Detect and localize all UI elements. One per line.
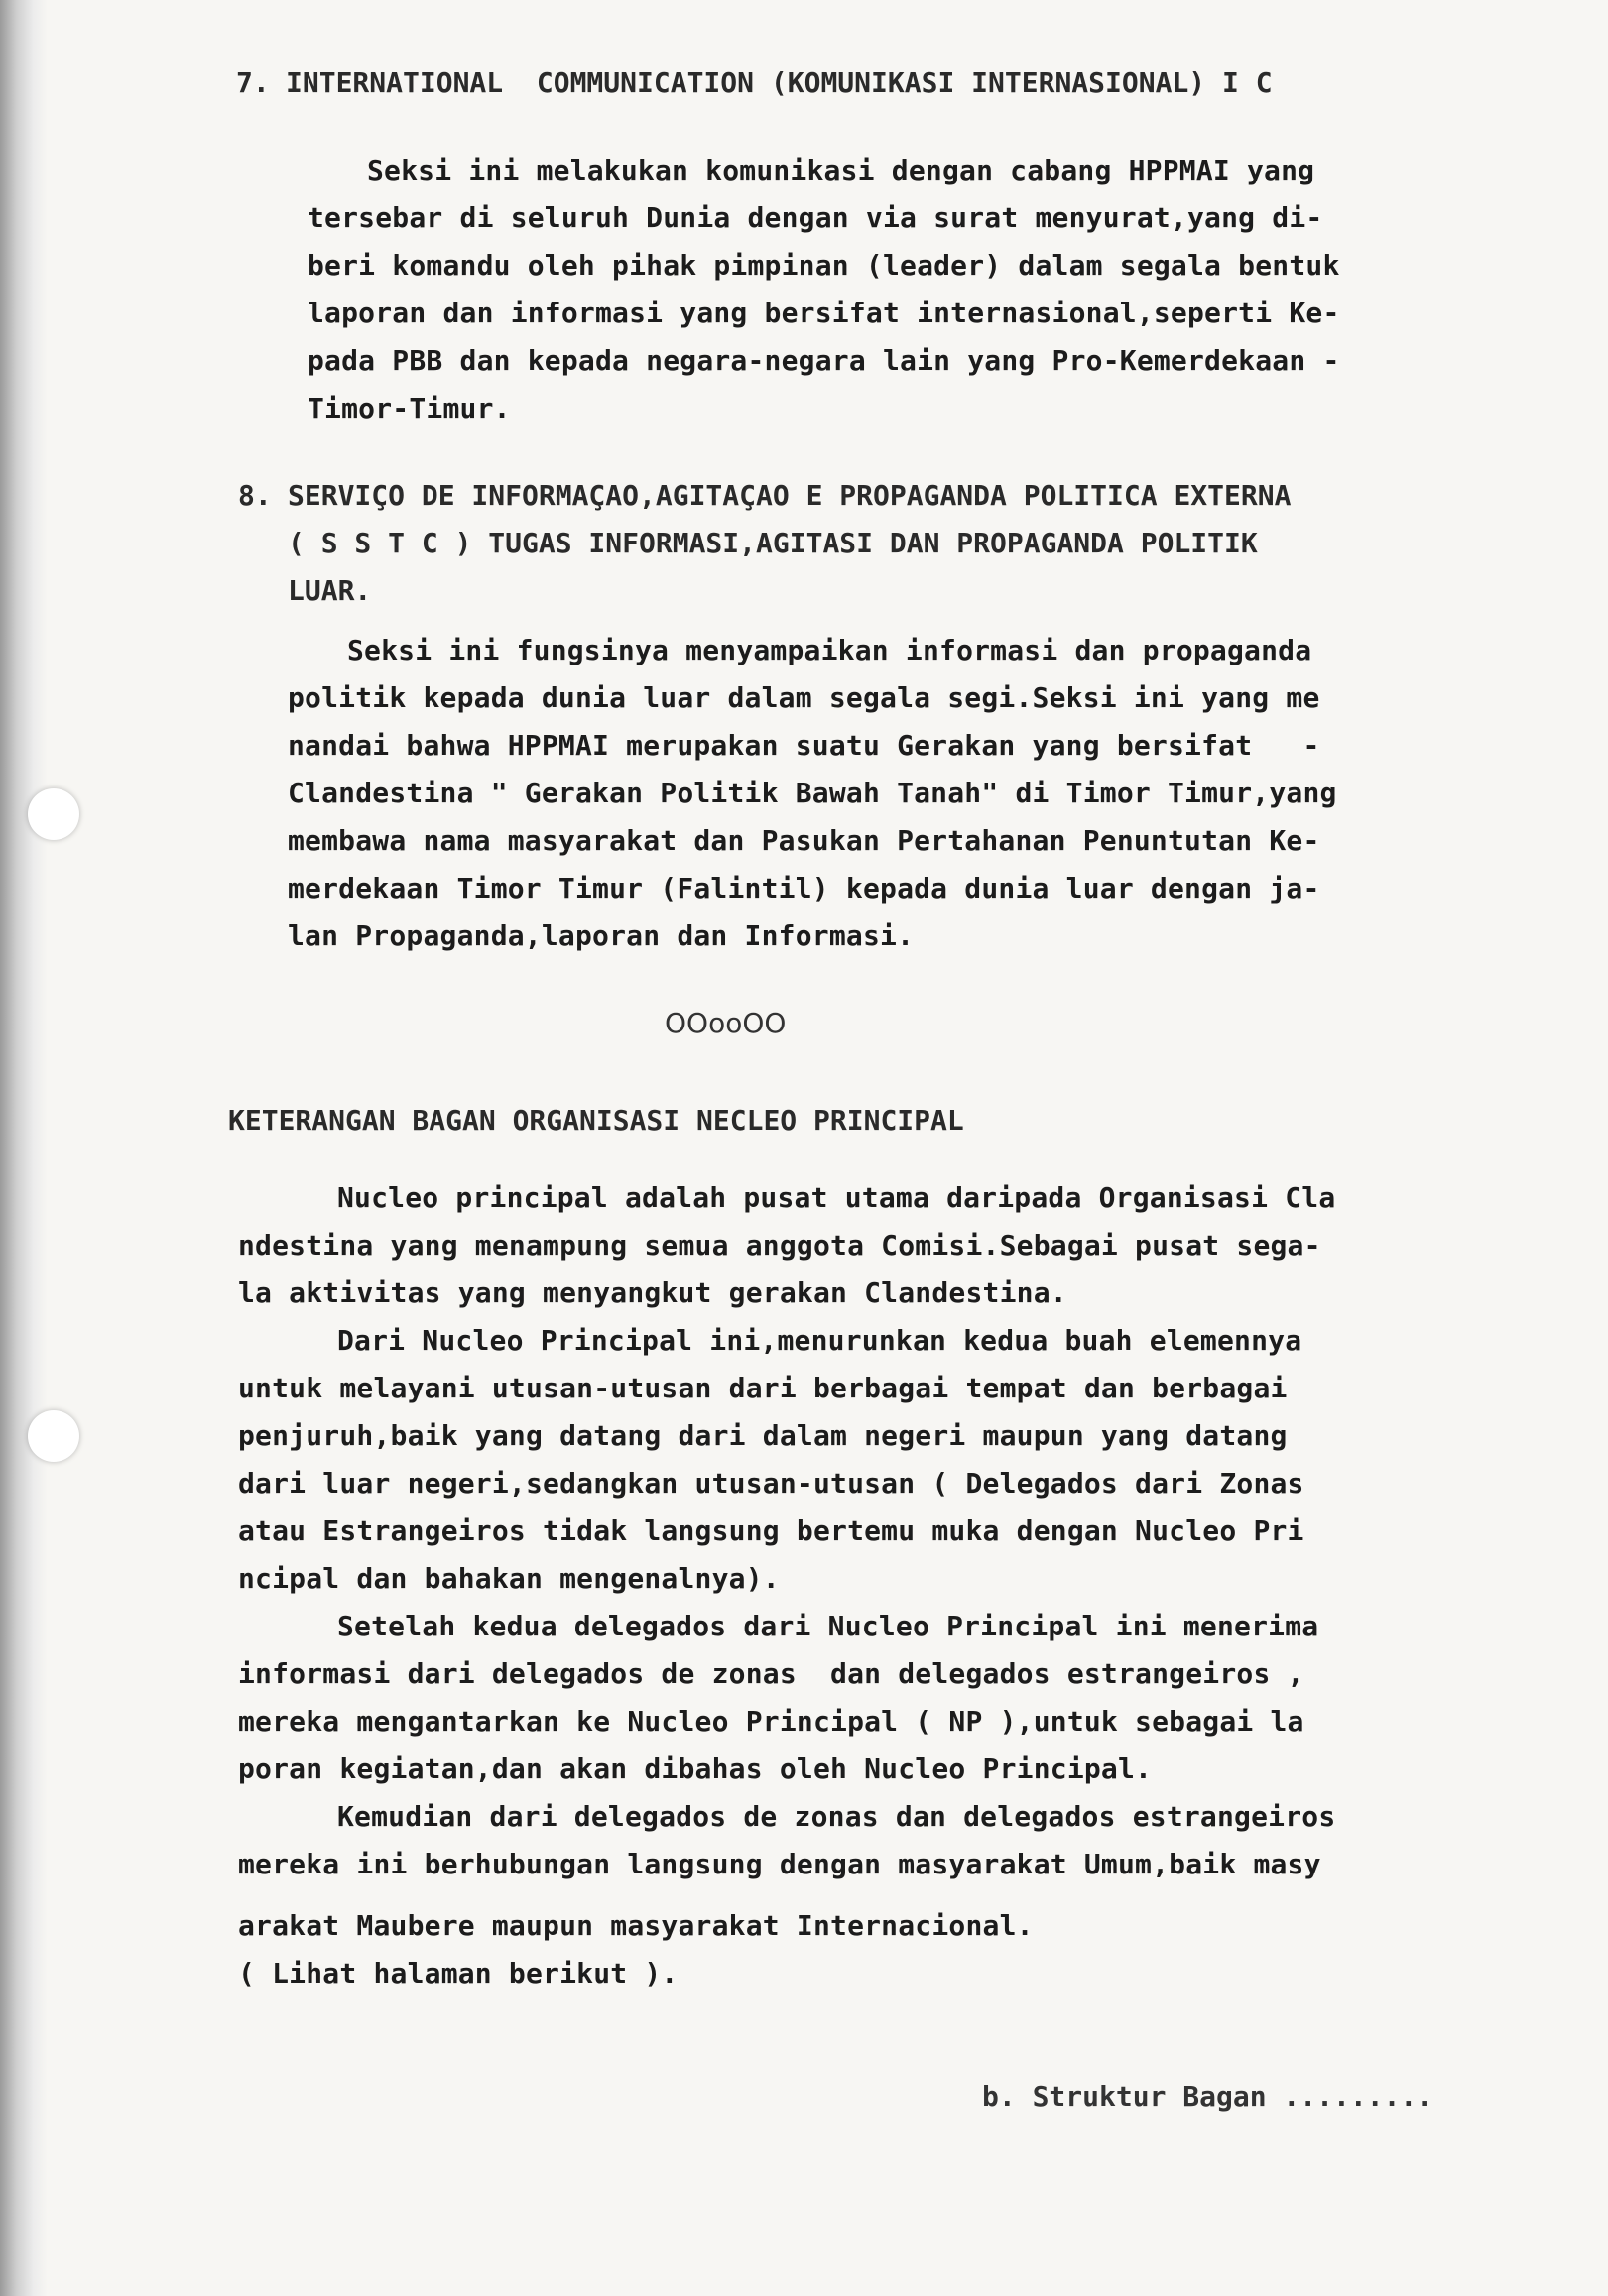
punch-hole-upper <box>28 788 79 840</box>
document-body <box>228 60 1547 2037</box>
section-8-line: merdekaan Timor Timur (Falintil) kepada dunia luar dengan ja- <box>288 872 1320 905</box>
nucleo-line: Dari Nucleo Principal ini,menurunkan kedua buah elemennya <box>337 1324 1302 1357</box>
nucleo-section <box>228 1097 1547 1997</box>
nucleo-paragraph-3 <box>228 1603 1547 1793</box>
section-8-line: membawa nama masyarakat dan Pasukan Pertahanan Penuntutan Ke- <box>288 824 1320 857</box>
nucleo-line: penjuruh,baik yang datang dari dalam negeri maupun yang datang <box>238 1419 1288 1452</box>
nucleo-line: mereka ini berhubungan langsung dengan masyarakat Umum,baik masy <box>238 1848 1321 1880</box>
section-7-line: tersebar di seluruh Dunia dengan via surat menyurat,yang di- <box>308 201 1323 234</box>
nucleo-line: Setelah kedua delegados dari Nucleo Principal ini menerima <box>337 1610 1319 1642</box>
section-8 <box>238 472 1547 960</box>
section-7-line: Seksi ini melakukan komunikasi dengan cabang HPPMAI yang <box>367 154 1315 186</box>
nucleo-line: ncipal dan bahakan mengenalnya). <box>238 1562 780 1595</box>
nucleo-line: dari luar negeri,sedangkan utusan-utusan ( Delegados dari Zonas <box>238 1467 1304 1500</box>
section-7-line: laporan dan informasi yang bersifat internasional,seperti Ke- <box>308 297 1340 329</box>
nucleo-line: Kemudian dari delegados de zonas dan delegados estrangeiros <box>337 1800 1336 1833</box>
nucleo-line: Nucleo principal adalah pusat utama daripada Organisasi Cla <box>337 1181 1336 1214</box>
nucleo-line: poran kegiatan,dan akan dibahas oleh Nucleo Principal. <box>238 1752 1153 1785</box>
nucleo-line: ndestina yang menampung semua anggota Comisi.Sebagai pusat sega- <box>238 1229 1321 1262</box>
nucleo-line: la aktivitas yang menyangkut gerakan Clandestina. <box>238 1276 1067 1309</box>
section-7-line: beri komandu oleh pihak pimpinan (leader) dalam segala bentuk <box>308 249 1340 282</box>
section-7-line: Timor-Timur. <box>308 392 511 424</box>
section-7-line: pada PBB dan kepada negara-negara lain yang Pro-Kemerdekaan - <box>308 344 1340 377</box>
nucleo-line: ( Lihat halaman berikut ). <box>238 1957 679 1990</box>
section-8-title-text: SERVIÇO DE INFORMAÇAO,AGITAÇAO E PROPAGANDA POLITICA EXTERNA <box>288 479 1292 512</box>
nucleo-heading: KETERANGAN BAGAN ORGANISASI NECLEO PRINCIPAL <box>228 1104 964 1137</box>
nucleo-line: mereka mengantarkan ke Nucleo Principal ( NP ),untuk sebagai la <box>238 1705 1304 1738</box>
section-7-title-text: INTERNATIONAL COMMUNICATION (KOMUNIKASI INTERNASIONAL) I C <box>286 66 1273 99</box>
nucleo-paragraph-4 <box>228 1793 1547 1997</box>
section-7-title <box>236 60 1547 107</box>
section-8-line: Seksi ini fungsinya menyampaikan informasi dan propaganda <box>347 634 1312 666</box>
nucleo-line: arakat Maubere maupun masyarakat Internacional. <box>238 1909 1034 1942</box>
section-8-number: 8. <box>238 479 272 512</box>
nucleo-paragraph-1 <box>228 1174 1547 1317</box>
section-8-title-line <box>238 472 1547 520</box>
scan-shadow-edge <box>0 0 48 2296</box>
section-8-line: lan Propaganda,laporan dan Informasi. <box>288 919 915 952</box>
section-8-line: nandai bahwa HPPMAI merupakan suatu Gerakan yang bersifat - <box>288 729 1320 762</box>
continuation-footer: b. Struktur Bagan ......... <box>982 2080 1434 2113</box>
section-divider: OOooOO <box>665 1007 787 1039</box>
section-8-title-line: ( S S T C ) TUGAS INFORMASI,AGITASI DAN PROPAGANDA POLITIK <box>288 527 1258 559</box>
section-7 <box>238 60 1547 432</box>
nucleo-line: informasi dari delegados de zonas dan delegados estrangeiros , <box>238 1657 1304 1690</box>
section-8-line: Clandestina " Gerakan Politik Bawah Tanah" di Timor Timur,yang <box>288 777 1337 809</box>
section-8-title-line: LUAR. <box>288 574 372 607</box>
nucleo-line: atau Estrangeiros tidak langsung bertemu muka dengan Nucleo Pri <box>238 1514 1304 1547</box>
punch-hole-lower <box>28 1410 79 1462</box>
nucleo-line: untuk melayani utusan-utusan dari berbagai tempat dan berbagai <box>238 1372 1288 1404</box>
section-7-number: 7. <box>236 66 270 99</box>
nucleo-paragraph-2 <box>228 1317 1547 1603</box>
section-8-line: politik kepada dunia luar dalam segala segi.Seksi ini yang me <box>288 681 1320 714</box>
